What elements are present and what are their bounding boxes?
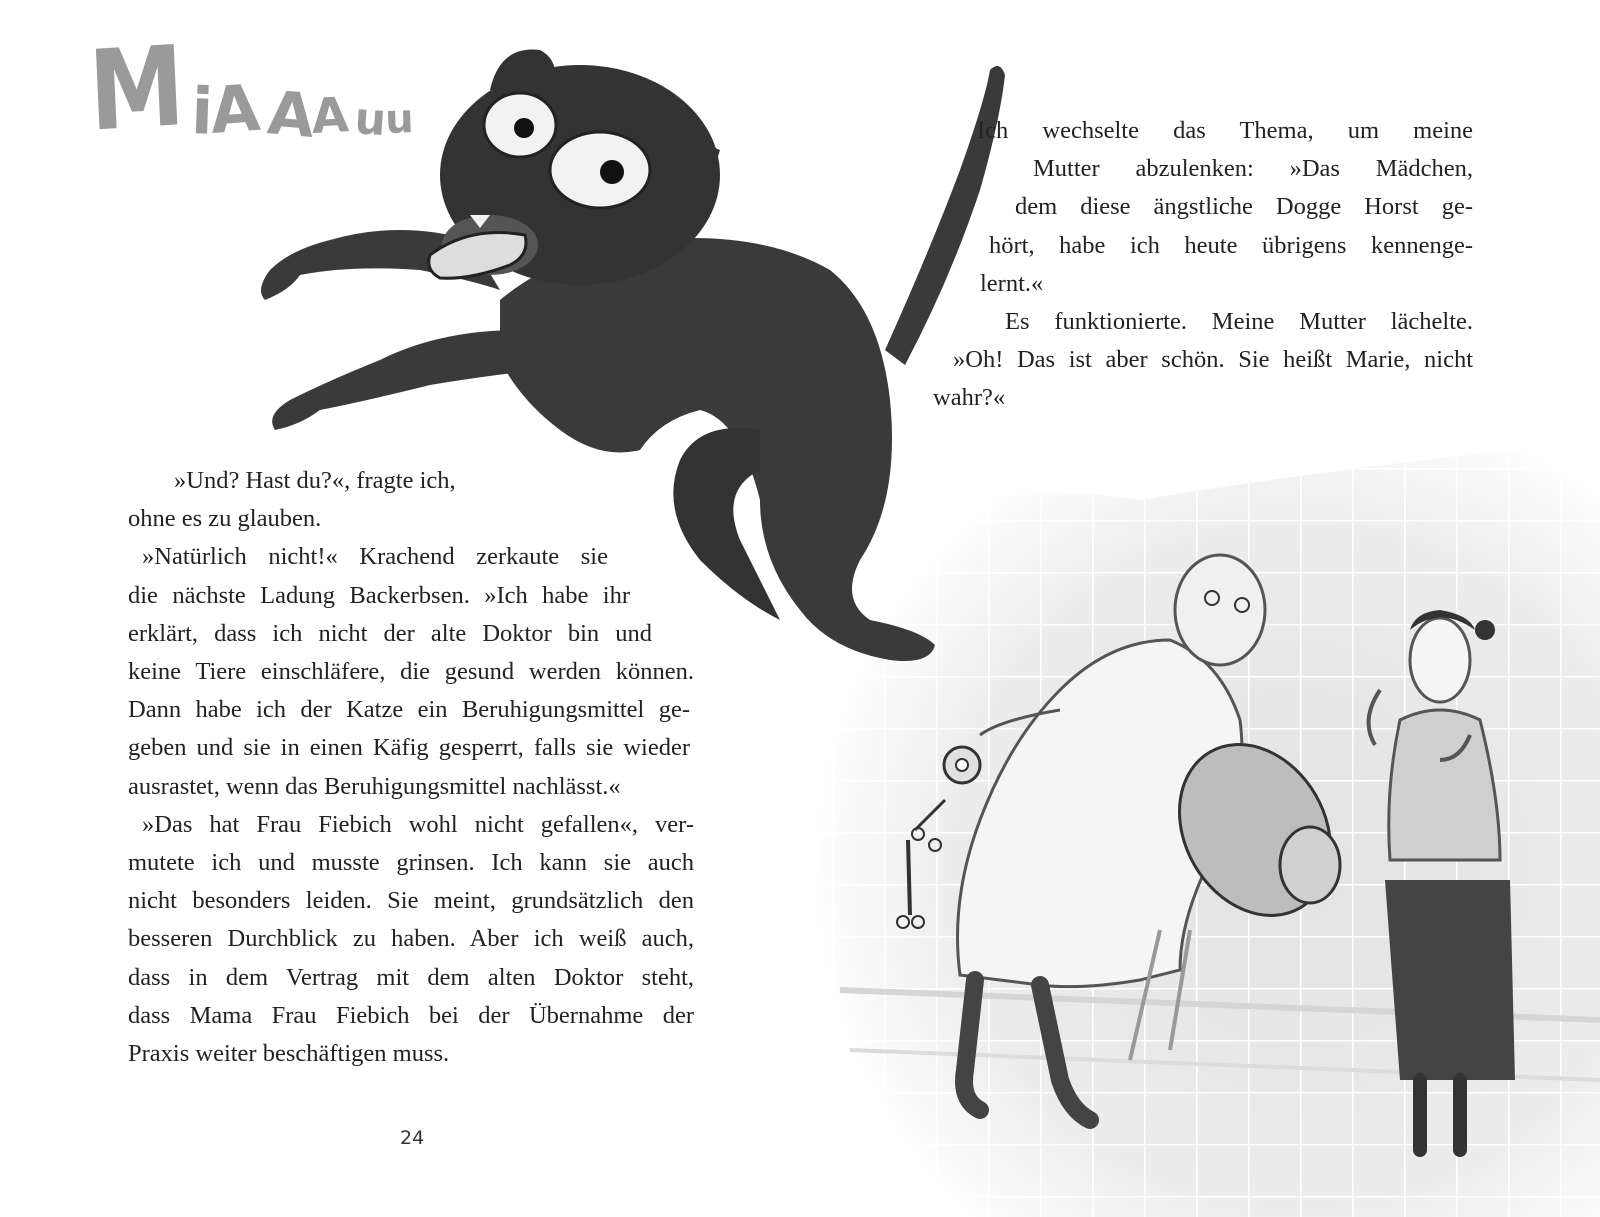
text-line: Dann habe ich der Katze ein Beruhigungsmittel ge- [128,696,690,724]
page-number: 24 [400,1127,425,1149]
text-line: Ich wechselte das Thema, um meine [977,117,1473,144]
text-line: »Und? Hast du?«, fragte ich, [174,467,456,494]
text-line: ohne es zu glauben. [128,505,322,533]
sound-effect-miau: MiAAAuu [86,21,417,156]
text-line: »Oh! Das ist aber schön. Sie heißt Marie, nicht [953,346,1473,374]
left-text-column [128,462,694,1073]
text-line: dem diese ängstliche Dogge Horst ge- [1015,193,1473,221]
text-line: dass Mama Frau Fiebich bei der Übernahme der [128,1001,694,1029]
text-line: »Natürlich nicht!« Krachend zerkaute sie [142,543,608,571]
text-line: mutete ich und musste grinsen. Ich kann sie auch [128,849,694,877]
text-line: erklärt, dass ich nicht der alte Doktor bin und [128,619,652,647]
text-line: dass in dem Vertrag mit dem alten Doktor steht, [128,963,694,991]
text-line: lernt.« [980,269,1044,297]
text-line: hört, habe ich heute übrigens kennenge- [989,231,1473,259]
text-line: »Das hat Frau Fiebich wohl nicht gefallen«, ver- [142,810,694,838]
text-line: nicht besonders leiden. Sie meint, grundsätzlich den [128,887,694,915]
text-line: die nächste Ladung Backerbsen. »Ich habe ihr [128,581,630,609]
text-line: Es funktionierte. Meine Mutter lächelte. [1005,308,1473,336]
text-line: ausrastet, wenn das Beruhigungsmittel nachlässt.« [128,772,621,800]
text-line: Praxis weiter beschäftigen muss. [128,1040,450,1068]
right-text-column [933,112,1473,418]
text-line: wahr?« [933,384,1006,412]
text-line: besseren Durchblick zu haben. Aber ich weiß auch, [128,925,694,953]
text-line: geben und sie in einen Käfig gesperrt, falls sie wieder [128,734,690,762]
text-line: Mutter abzulenken: »Das Mädchen, [1033,155,1473,183]
text-line: keine Tiere einschläfere, die gesund werden können. [128,658,694,686]
